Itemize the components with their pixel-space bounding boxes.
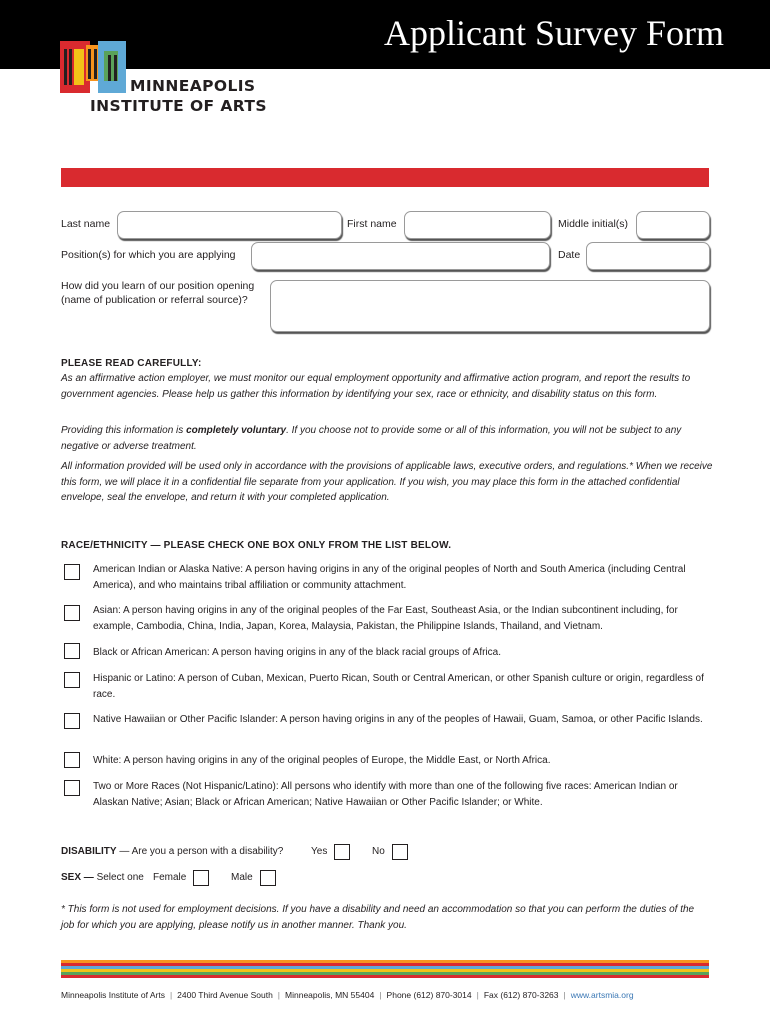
- race-heading: RACE/ETHNICITY — PLEASE CHECK ONE BOX ONLY FROM THE LIST BELOW.: [61, 540, 452, 551]
- footer-fax: Fax (612) 870-3263: [483, 990, 559, 1000]
- museum-name-line2: INSTITUTE OF ARTS: [90, 97, 267, 115]
- notice-paragraph-1: As an affirmative action employer, we must monitor our equal employment opportunity and affirmative action program, and report the results to government agencies. Please help us gather this information by identifying your sex, race or ethnicity, and disability status on this form.: [61, 373, 691, 400]
- first-name-input[interactable]: [404, 211, 551, 239]
- disability-yes-label: Yes: [311, 846, 328, 857]
- sex-question: SEX — Select one: [61, 872, 144, 883]
- date-label: Date: [558, 249, 581, 261]
- race-checkbox-american-indian[interactable]: [64, 564, 80, 580]
- position-label: Position(s) for which you are applying: [61, 249, 236, 261]
- disability-label: DISABILITY: [61, 846, 117, 857]
- middle-initial-label: Middle initial(s): [558, 218, 629, 230]
- last-name-label: Last name: [61, 218, 111, 230]
- race-option-hispanic: Hispanic or Latino: A person of Cuban, Mexican, Puerto Rican, South or Central American, or other Spanish culture or origin, regardless of race.: [93, 673, 704, 700]
- notice-paragraph-3: All information provided will be used only in accordance with the provisions of applicable laws, executive orders, and regulations.* When we receive this form, we will place it in a confidential file separate from your application. If you wish, you may place this form in the attached confidential envelope, seal the envelope, and return it with your completed application.: [61, 461, 713, 503]
- race-checkbox-hispanic[interactable]: [64, 672, 80, 688]
- race-option-black: Black or African American: A person having origins in any of the black racial groups of Africa.: [93, 647, 501, 658]
- museum-name: [90, 76, 267, 116]
- race-option-asian: Asian: A person having origins in any of the original peoples of the Far East, Southeast Asia, or the Indian subcontinent including, for example, Cambodia, China, India, Japan, Korea, Malaysia, Pakistan, the Philippine Islands, Thailand, and Vietnam.: [93, 605, 678, 632]
- race-checkbox-native-hawaiian[interactable]: [64, 713, 80, 729]
- red-divider: [61, 168, 709, 187]
- sex-male-label: Male: [231, 872, 253, 883]
- position-input[interactable]: [251, 242, 550, 270]
- referral-label-line1: How did you learn of our position opening: [61, 280, 255, 292]
- color-stripes: [61, 960, 709, 978]
- notice-heading: PLEASE READ CAREFULLY:: [61, 358, 202, 369]
- middle-initial-input[interactable]: [636, 211, 710, 239]
- footer: Minneapolis Institute of Arts | 2400 Third Avenue South | Minneapolis, MN 55404 | Phone (612) 870-3014 | Fax (612) 870-3263 | www.artsmia.org: [61, 990, 634, 1000]
- sex-label: SEX —: [61, 872, 94, 883]
- footer-org: Minneapolis Institute of Arts: [61, 990, 165, 1000]
- referral-label-line2: (name of publication or referral source)?: [61, 294, 248, 306]
- race-checkbox-black[interactable]: [64, 643, 80, 659]
- stripe-red-2: [61, 975, 709, 978]
- first-name-label: First name: [347, 218, 397, 230]
- museum-logo: [60, 41, 126, 93]
- date-input[interactable]: [586, 242, 710, 270]
- sex-female-label: Female: [153, 872, 187, 883]
- voluntary-emphasis: completely voluntary: [186, 425, 287, 436]
- footer-website-link[interactable]: www.artsmia.org: [570, 990, 634, 1000]
- logo-block-yellow: [74, 49, 84, 85]
- race-checkbox-asian[interactable]: [64, 605, 80, 621]
- sex-female-checkbox[interactable]: [193, 870, 209, 886]
- museum-name-line1: MINNEAPOLIS: [130, 77, 256, 95]
- last-name-input[interactable]: [117, 211, 342, 239]
- footer-address: 2400 Third Avenue South: [177, 990, 273, 1000]
- referral-input[interactable]: [270, 280, 710, 332]
- disability-question: DISABILITY — Are you a person with a disability?: [61, 846, 284, 857]
- race-option-native-hawaiian: Native Hawaiian or Other Pacific Islander: A person having origins in any of the peoples of Hawaii, Guam, Samoa, or other Pacific Islands.: [93, 714, 703, 725]
- disability-yes-checkbox[interactable]: [334, 844, 350, 860]
- notice-paragraph-2: Providing this information is completely voluntary. If you choose not to provide some or all of this information, you will not be subject to any negative or adverse treatment.: [61, 425, 682, 452]
- race-option-white: White: A person having origins in any of the original peoples of Europe, the Middle East, or North Africa.: [93, 755, 551, 766]
- race-checkbox-white[interactable]: [64, 752, 80, 768]
- sex-male-checkbox[interactable]: [260, 870, 276, 886]
- footer-phone: Phone (612) 870-3014: [386, 990, 472, 1000]
- footer-city: Minneapolis, MN 55404: [285, 990, 375, 1000]
- disability-no-label: No: [372, 846, 385, 857]
- disability-no-checkbox[interactable]: [392, 844, 408, 860]
- race-option-american-indian: American Indian or Alaska Native: A person having origins in any of the original peoples of North and South America (including Central America), and who maintains tribal affiliation or community attachment.: [93, 564, 686, 591]
- race-option-two-or-more: Two or More Races (Not Hispanic/Latino): All persons who identify with more than one of the following five races: American Indian or Alaskan Native; Asian; Black or African American; Native Hawaiian or Other Pacific Islander; or White.: [93, 781, 678, 808]
- form-title: Applicant Survey Form: [384, 13, 724, 53]
- race-checkbox-two-or-more[interactable]: [64, 780, 80, 796]
- footnote: * This form is not used for employment decisions. If you have a disability and need an accommodation so that you can perform the duties of the job for which you are applying, please notify us in another manner. Thank you.: [61, 904, 695, 931]
